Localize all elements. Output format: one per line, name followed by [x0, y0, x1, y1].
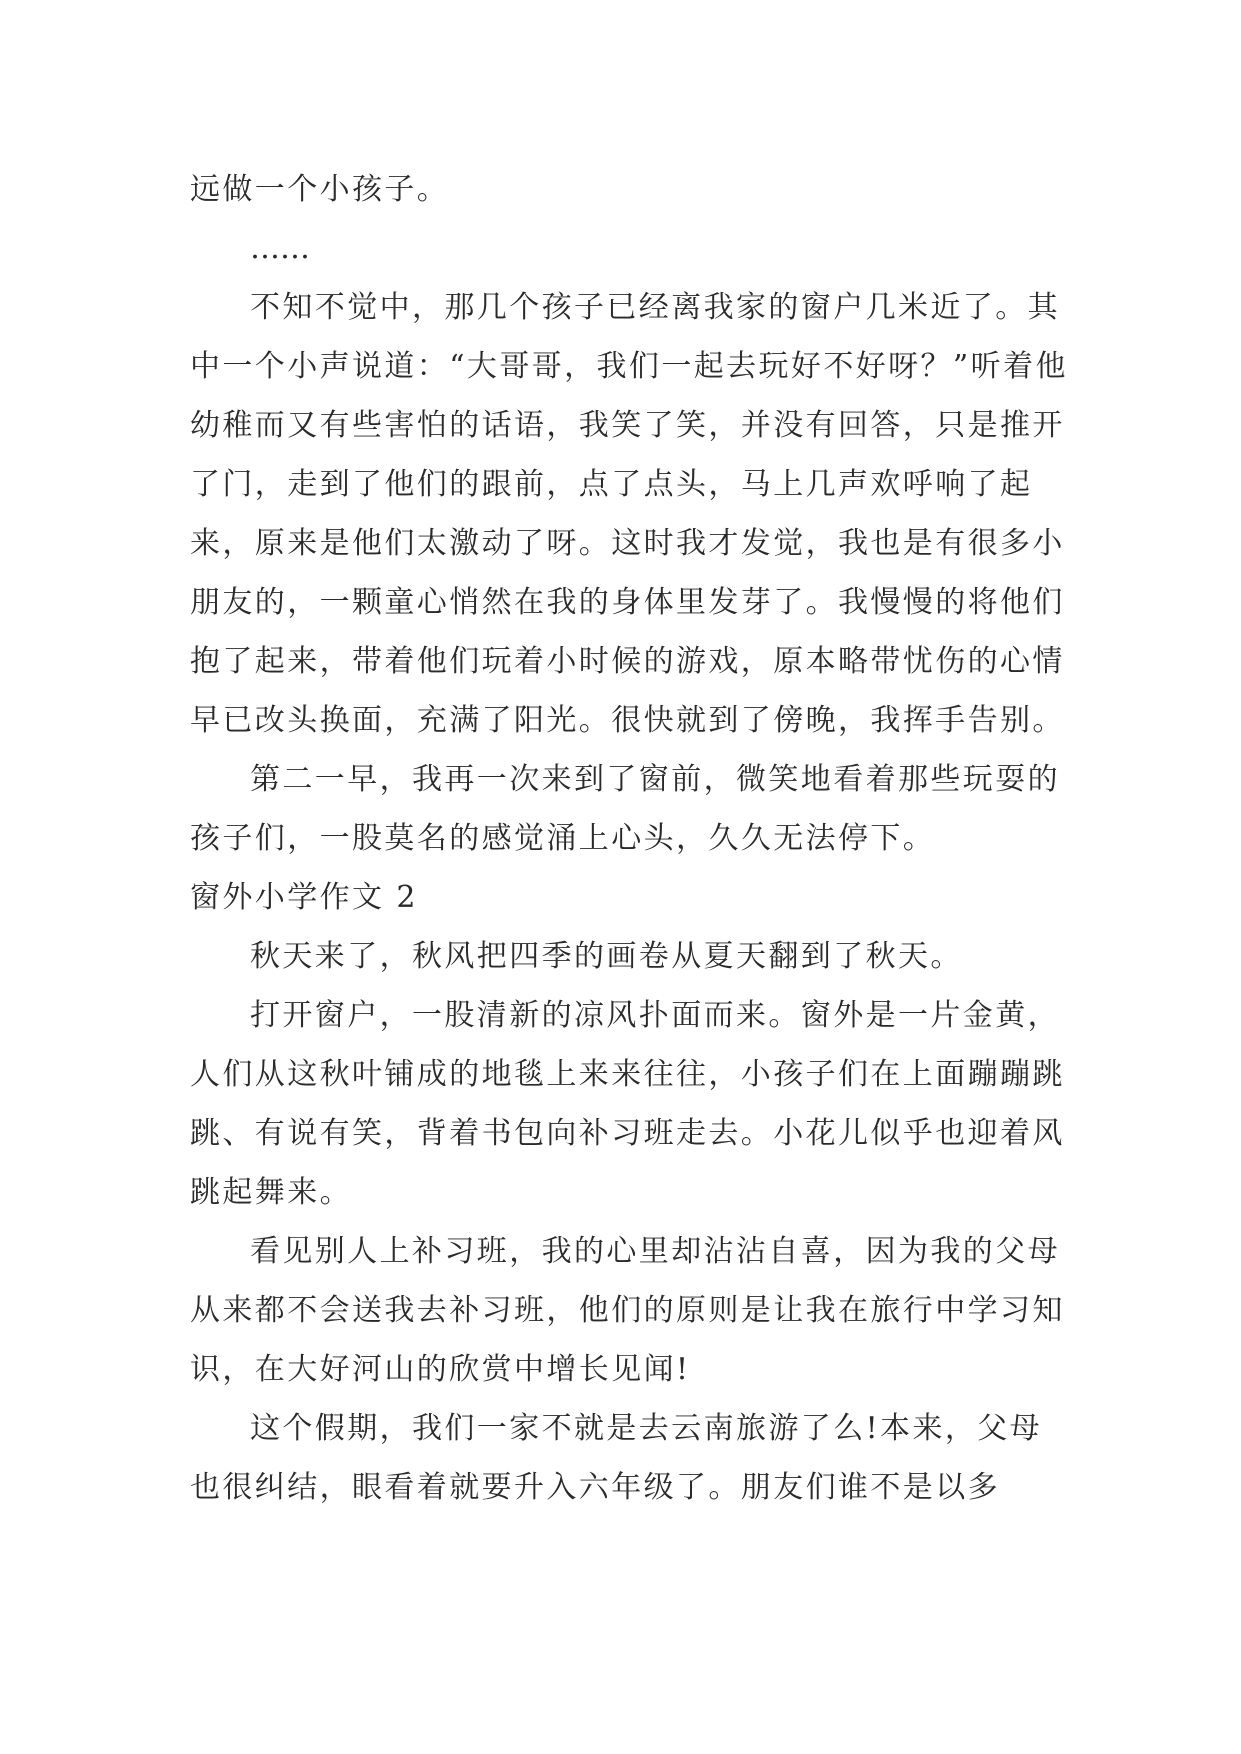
paragraph: 不知不觉中，那几个孩子已经离我家的窗户几米近了。其中一个小声说道：“大哥哥，我们一起去玩好不好呀？”听着他幼稚而又有些害怕的话语，我笑了笑，并没有回答，只是推开了门，走到了他们的跟前，点了点头，马上几声欢呼响了起来，原来是他们太激动了呀。这时我才发觉，我也是有很多小朋友的，一颗童心悄然在我的身体里发芽了。我慢慢的将他们抱了起来，带着他们玩着小时候的游戏，原本略带忧伤的心情早已改头换面，充满了阳光。很快就到了傍晚，我挥手告别。	[190, 290, 1068, 738]
paragraph: 这个假期，我们一家不就是去云南旅游了么!本来，父母也很纠结，眼看着就要升入六年级了。朋友们谁不是以多	[190, 1411, 1043, 1505]
paragraph-ellipsis: ……	[250, 231, 310, 266]
paragraph-continuation: 远做一个小孩子。	[190, 172, 450, 207]
document-body	[190, 160, 1070, 1517]
section-title: 窗外小学作文 2	[190, 880, 418, 915]
paragraph: 打开窗户，一股清新的凉风扑面而来。窗外是一片金黄，人们从这秋叶铺成的地毯上来来往往，小孩子们在上面蹦蹦跳跳、有说有笑，背着书包向补习班走去。小花儿似乎也迎着风跳起舞来。	[190, 998, 1065, 1210]
paragraph: 看见别人上补习班，我的心里却沾沾自喜，因为我的父母从来都不会送我去补习班，他们的原则是让我在旅行中学习知识，在大好河山的欣赏中增长见闻!	[190, 1234, 1065, 1387]
paragraph: 秋天来了，秋风把四季的画卷从夏天翻到了秋天。	[250, 939, 963, 974]
paragraph: 第二一早，我再一次来到了窗前，微笑地看着那些玩耍的孩子们，一股莫名的感觉涌上心头，久久无法停下。	[190, 762, 1060, 856]
